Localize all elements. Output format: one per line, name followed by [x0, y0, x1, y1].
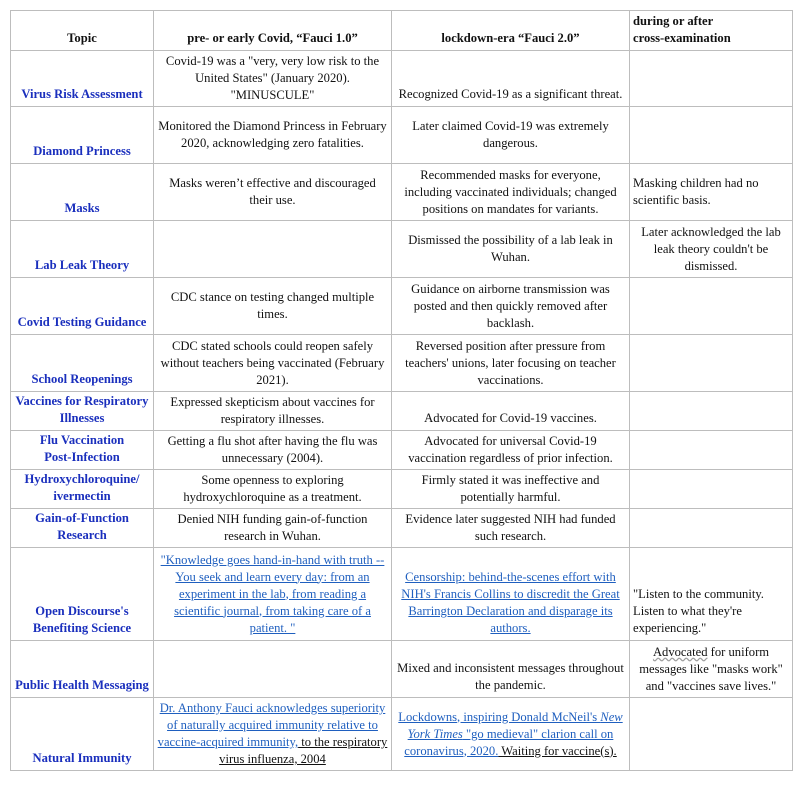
fauci2-cell: Firmly stated it was ineffective and potentially harmful. [392, 470, 630, 509]
header-cross-examination [630, 11, 793, 51]
fauci2-cell: Mixed and inconsistent messages throughout the pandemic. [392, 641, 630, 698]
table-row [11, 221, 793, 278]
advocated-word: Advocated [652, 644, 708, 659]
table-row [11, 164, 793, 221]
fauci1-cell: Expressed skepticism about vaccines for respiratory illnesses. [154, 392, 392, 431]
topic-cell: School Reopenings [11, 335, 154, 392]
lockdowns-text-a: Lockdowns, inspiring Donald McNeil's [398, 709, 601, 724]
lockdowns-text-b: "go medieval" clarion call on coronavirus, 2020. [404, 726, 614, 758]
table-row [11, 335, 793, 392]
topic-line: Post-Infection [44, 450, 120, 464]
cross-cell [630, 641, 793, 698]
cross-cell [630, 107, 793, 164]
fauci1-cell [154, 221, 392, 278]
community-quote: "Listen to the community. Listen to what they're experiencing." [633, 587, 764, 635]
cross-cell [630, 392, 793, 431]
header-row [11, 11, 793, 51]
cross-cell [630, 51, 793, 107]
topic-line: Hydroxychloroquine/ [24, 472, 140, 486]
header-cross-line1: during or after [633, 14, 714, 28]
topic-cell: Virus Risk Assessment [11, 51, 154, 107]
topic-line: ivermectin [53, 489, 111, 503]
topic-line: Flu Vaccination [39, 433, 125, 447]
cross-cell [630, 470, 793, 509]
fauci2-cell: Dismissed the possibility of a lab leak in Wuhan. [392, 221, 630, 278]
topic-cell: Diamond Princess [11, 107, 154, 164]
fauci1-cell: Masks weren’t effective and discouraged their use. [154, 164, 392, 221]
fauci1-cell [154, 548, 392, 641]
topic-cell [11, 470, 154, 509]
fauci2-cell [392, 548, 630, 641]
cross-cell: Masking children had no scientific basis. [630, 164, 793, 221]
cross-cell [630, 548, 793, 641]
table-row [11, 470, 793, 509]
topic-cell: Public Health Messaging [11, 641, 154, 698]
topic-cell: Vaccines for Respiratory Illnesses [11, 392, 154, 431]
fauci2-cell: Later claimed Covid-19 was extremely dangerous. [392, 107, 630, 164]
messaging-text: for uniform messages like "masks work" and "vaccines save lives." [639, 644, 783, 693]
table-row [11, 698, 793, 771]
topic-cell: Open Discourse's Benefiting Science [11, 548, 154, 641]
table-row [11, 509, 793, 548]
cross-cell [630, 509, 793, 548]
topic-cell: Natural Immunity [11, 698, 154, 771]
fauci1-cell: Getting a flu shot after having the flu was unnecessary (2004). [154, 431, 392, 470]
topic-cell: Lab Leak Theory [11, 221, 154, 278]
table-row [11, 278, 793, 335]
header-fauci-1: pre- or early Covid, “Fauci 1.0” [154, 11, 392, 51]
cross-cell [630, 335, 793, 392]
fauci2-cell: Guidance on airborne transmission was posted and then quickly removed after backlash. [392, 278, 630, 335]
topic-cell [11, 431, 154, 470]
table-row [11, 107, 793, 164]
header-cross-line2: cross-examination [633, 31, 731, 45]
fauci2-cell [392, 698, 630, 771]
fauci2-cell: Recommended masks for everyone, including vaccinated individuals; changed positions on mandates for variants. [392, 164, 630, 221]
fauci1-cell: Monitored the Diamond Princess in February 2020, acknowledging zero fatalities. [154, 107, 392, 164]
fauci1-cell: CDC stance on testing changed multiple times. [154, 278, 392, 335]
fauci1-cell: Some openness to exploring hydroxychloroquine as a treatment. [154, 470, 392, 509]
fauci2-cell: Advocated for universal Covid-19 vaccination regardless of prior infection. [392, 431, 630, 470]
nyt-title: New York Times [407, 709, 623, 741]
natural-immunity-link[interactable]: Dr. Anthony Fauci acknowledges superiority of naturally acquired immunity relative to vaccine-acquired immunity, [157, 701, 386, 749]
cross-cell: Later acknowledged the lab leak theory couldn't be dismissed. [630, 221, 793, 278]
table-row [11, 431, 793, 470]
table-row [11, 392, 793, 431]
topic-cell: Gain-of-Function Research [11, 509, 154, 548]
topic-cell: Masks [11, 164, 154, 221]
fauci1-cell: CDC stated schools could reopen safely without teachers being vaccinated (February 2021). [154, 335, 392, 392]
fauci1-cell: Denied NIH funding gain-of-function research in Wuhan. [154, 509, 392, 548]
fauci2-cell: Evidence later suggested NIH had funded such research. [392, 509, 630, 548]
fauci1-cell [154, 698, 392, 771]
table-row [11, 548, 793, 641]
fauci2-cell: Reversed position after pressure from teachers' unions, later focusing on teacher vaccinations. [392, 335, 630, 392]
waiting-note: Waiting for vaccine(s). [498, 743, 617, 758]
comparison-table [10, 10, 793, 771]
fauci2-cell: Recognized Covid-19 as a significant threat. [392, 51, 630, 107]
cross-cell [630, 698, 793, 771]
knowledge-quote-link[interactable]: "Knowledge goes hand-in-hand with truth --You seek and learn every day: from an experiment in the lab, from reading a scientific journal, from taking care of a patient. " [160, 552, 385, 635]
cross-cell [630, 431, 793, 470]
fauci2-cell: Advocated for Covid-19 vaccines. [392, 392, 630, 431]
influenza-note: to the respiratory virus influenza, 2004 [219, 735, 388, 766]
header-topic: Topic [11, 11, 154, 51]
fauci1-cell [154, 641, 392, 698]
header-fauci-2: lockdown-era “Fauci 2.0” [392, 11, 630, 51]
cross-cell [630, 278, 793, 335]
censorship-link[interactable]: Censorship: behind-the-scenes effort with NIH's Francis Collins to discredit the Great Barrington Declaration and disparage its authors. [401, 570, 620, 635]
fauci1-cell: Covid-19 was a "very, very low risk to the United States" (January 2020). "MINUSCULE" [154, 51, 392, 107]
table-row [11, 641, 793, 698]
table-row [11, 51, 793, 107]
topic-cell: Covid Testing Guidance [11, 278, 154, 335]
